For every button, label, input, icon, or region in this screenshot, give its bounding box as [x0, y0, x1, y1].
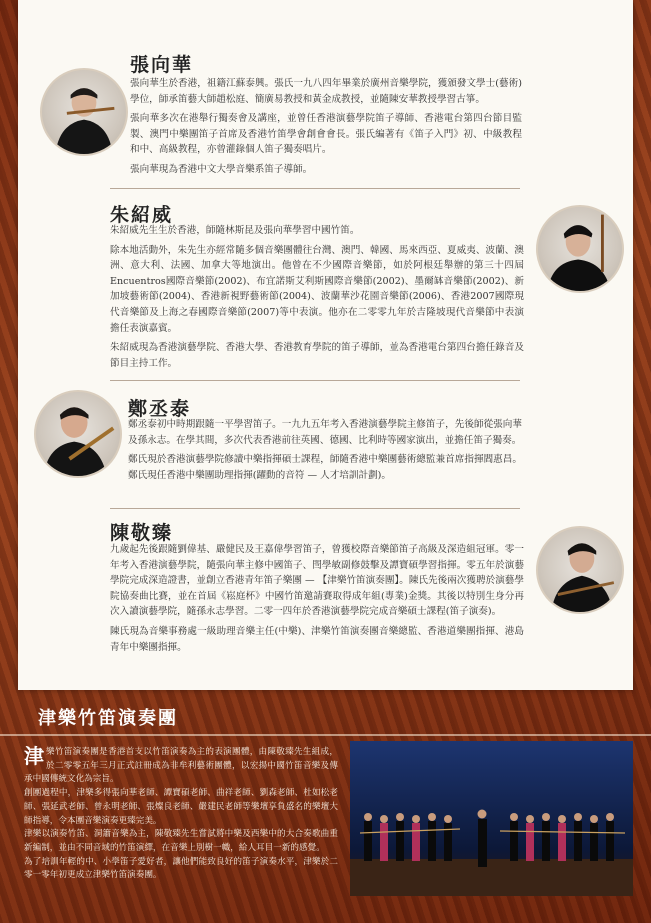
profile-name-3: 鄭丞泰 [128, 398, 192, 420]
profile-name-2: 朱紹威 [110, 204, 174, 226]
flute-player-icon [538, 528, 622, 612]
footer-divider [0, 734, 651, 736]
ensemble-concert-photo [350, 741, 633, 896]
portrait-photo-4 [536, 526, 624, 614]
portrait-photo-1 [40, 68, 128, 156]
ensemble-title: 津樂竹笛演奏團 [38, 708, 178, 729]
portrait-photo-3 [34, 390, 122, 478]
portrait-photo-2 [536, 205, 624, 293]
divider-3 [110, 508, 520, 509]
flute-player-icon [42, 70, 126, 154]
ensemble-description: 津 樂竹笛演奏團是香港首支以竹笛演奏為主的表演團體，由陳敬臻先生組成，於二零零五年三月正式註冊成為非牟利藝術團體，以宏揚中國竹笛音樂及傳承中國傳統文化為宗旨。 創團過程中，津樂多得張向華老師、譚寶碩老師、曲祥老師、劉森老師、杜如松老師、張延武老師、曾永明老師、張燦良老師、嚴建民老師等樂壇享負盛名的樂壇大師指導，令本團音樂演奏更臻完美。 津樂以演奏竹笛、洞簫音樂為主，陳敬臻先生嘗試將中樂及西樂中的大合奏歌曲重新編制，並由不同音域的竹笛演繹，在音樂上別樹一幟，給人耳目一新的感覺。 為了培訓年輕的中、小學笛子愛好者，讓他們能致良好的笛子演奏水平，津樂於二零一零年初更成立津樂竹笛演奏團。 [24, 744, 338, 881]
divider-1 [110, 188, 520, 189]
concert-stage-icon [350, 741, 633, 896]
profile-name-4: 陳敬臻 [110, 522, 174, 544]
dropcap: 津 [24, 744, 44, 768]
profile-bio-2: 朱紹威先生生於香港，師隨林斯昆及張向華學習中國竹笛。 除本地活動外，朱先生亦經常隨多個音樂團體往台灣、澳門、韓國、馬來西亞、夏威夷、波蘭、澳洲、意大利、法國、加拿大等地演出。他曾在不少國際音樂節，如於阿根廷舉辦的第三十四屆Encuentros國際音樂節(2002)、布宜諾斯艾利斯國際音樂節(2002)、墨爾缽音樂節(2002)、新加坡藝術節(2004)、香港新視野藝術節(2004)、波蘭華沙花園音樂節(2006)、香港2007國際現代音樂節及上海之春國際音樂節(2007)等中表演。他亦在二零零九年於吉隆坡現代音樂節中表演擔任表演嘉賓。 朱紹威現為香港演藝學院、香港大學、香港教育學院的笛子導師，並為香港電台第四台擔任錄音及節目主持工作。 [110, 225, 524, 369]
profile-bio-1: 張向華生於香港，祖籍江蘇泰興。張氏一九八四年畢業於廣州音樂學院，獲頒發文學士(藝術)學位，師承笛藝大師趙松庭、簡廣易教授和黃金成教授，並隨陳安華教授學習古箏。 張向華多次在港舉行獨奏會及講座，並曾任香港演藝學院笛子導師、香港電台第四台節目監製、澳門中樂團笛子首席及香港竹笛學會創會會長。張氏編著有《笛子入門》初、中級教程和中、高級教程，亦曾灌錄個人笛子獨奏唱片。 張向華現為香港中文大學音樂系笛子導師。 [130, 78, 522, 175]
divider-2 [110, 380, 520, 381]
portrait-icon [538, 207, 622, 291]
profile-name-1: 張向華 [130, 54, 194, 76]
profiles-panel [18, 0, 633, 690]
profile-bio-3: 鄭丞泰初中時期跟隨一平學習笛子。一九九五年考入香港演藝學院主修笛子，先後師從張向華及孫永志。在學其間，多次代表香港前往英國、德國、比利時等國家演出，並擔任笛子獨奏。 鄭氏現於香港演藝學院修讀中樂指揮碩士課程，師隨香港中樂團藝術總監兼首席指揮閻惠昌。鄭氏現任香港中樂團助理指揮(躍動的音符 — 人才培訓計劃)。 [128, 419, 522, 481]
flute-player-icon [36, 392, 120, 476]
profile-bio-4: 九歲起先後跟隨劉偉基、嚴健民及王嘉偉學習笛子，曾獲校際音樂節笛子高級及深造組冠軍。零一年考入香港演藝學院，隨張向華主修中國笛子、閆學敏副修鼓擊及譚寶碩學習指揮。零五年於演藝學院完成深造證書，並創立香港青年笛子樂團 — 【津樂竹笛演奏團】。陳氏先後兩次獲聘於演藝學院協奏曲比賽，並在首屆《崧庭杯》中國竹笛邀請賽取得成年組(專業)金獎。其後以特別生身分再次入讀演藝學院，隨孫永志學習。二零一四年於香港演藝學院完成音樂碩士課程(笛子演奏)。 陳氏現為音樂事務處一級助理音樂主任(中樂)、津樂竹笛演奏團音樂總監、香港道樂團指揮、港島青年中樂團指揮。 [110, 544, 524, 653]
